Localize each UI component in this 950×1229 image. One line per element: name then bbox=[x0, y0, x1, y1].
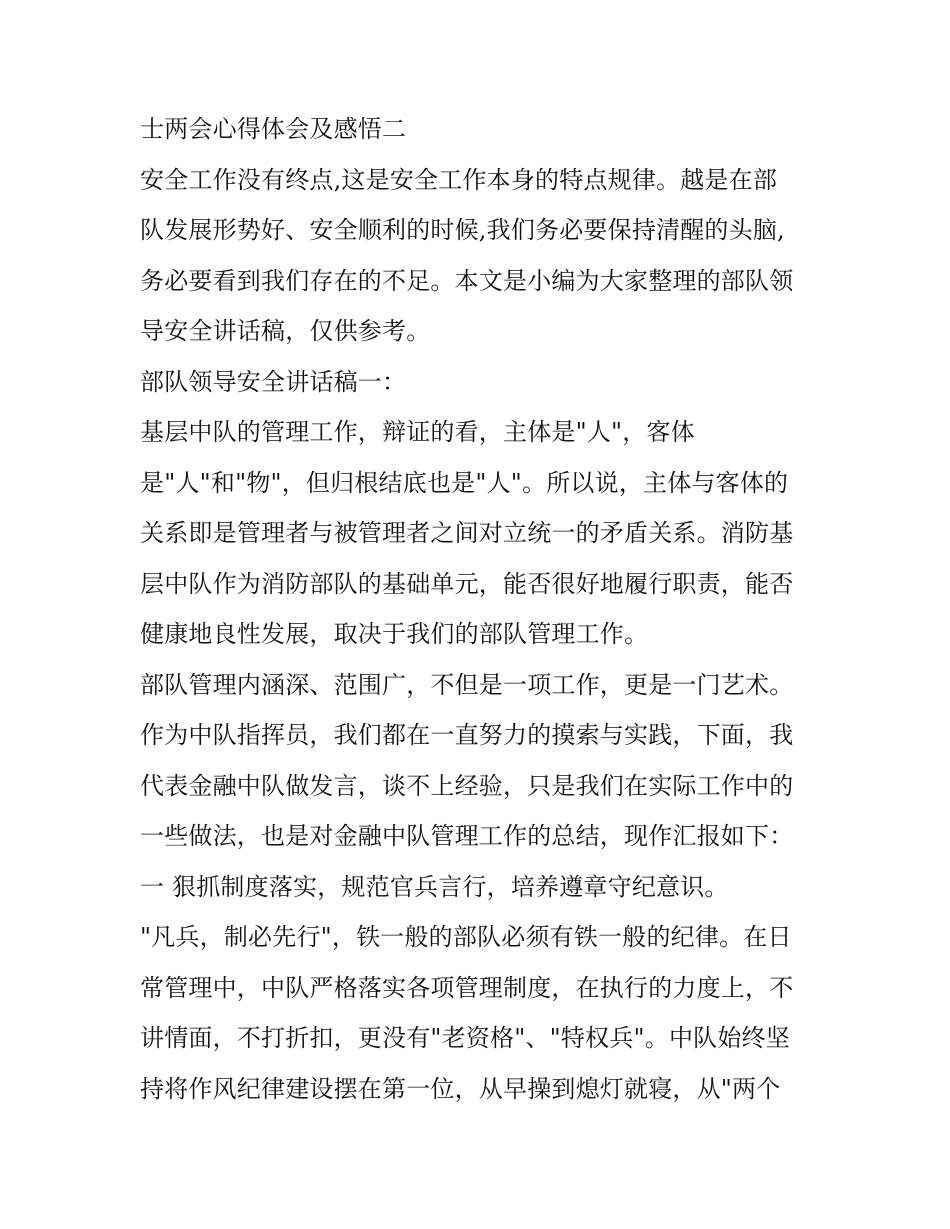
text-line: 务必要看到我们存在的不足。本文是小编为大家整理的部队领 bbox=[140, 266, 794, 295]
subsection-heading: 一 狠抓制度落实，规范官兵言行，培养遵章守纪意识。 bbox=[140, 872, 729, 901]
text-line: "凡兵，制必先行"，铁一般的部队必须有铁一般的纪律。在日 bbox=[140, 923, 792, 951]
text-line: 队发展形势好、安全顺利的时候,我们务必要保持清醒的头脑, bbox=[140, 216, 785, 244]
text-line: 持将作风纪律建设摆在第一位，从早操到熄灯就寝，从"两个 bbox=[140, 1074, 781, 1103]
text-line: 讲情面，不打折扣，更没有"老资格"、"特权兵"。中队始终坚 bbox=[140, 1024, 790, 1052]
text-line: 作为中队指挥员，我们都在一直努力的摸索与实践，下面，我 bbox=[140, 721, 794, 749]
document-title: 士两会心得体会及感悟二 bbox=[140, 115, 407, 143]
text-line: 是"人"和"物"，但归根结底也是"人"。所以说，主体与客体的 bbox=[140, 468, 789, 497]
document-body bbox=[140, 110, 830, 1120]
text-line: 健康地良性发展，取决于我们的部队管理工作。 bbox=[140, 620, 649, 648]
text-line: 代表金融中队做发言，谈不上经验，只是我们在实际工作中的 bbox=[140, 771, 794, 800]
text-line: 层中队作为消防部队的基础单元，能否很好地履行职责，能否 bbox=[140, 569, 794, 598]
text-line: 常管理中，中队严格落实各项管理制度，在执行的力度上，不 bbox=[140, 973, 794, 1002]
text-line: 基层中队的管理工作，辩证的看，主体是"人"，客体 bbox=[140, 418, 695, 446]
text-line: 关系即是管理者与被管理者之间对立统一的矛盾关系。消防基 bbox=[140, 519, 794, 547]
text-line: 安全工作没有终点,这是安全工作本身的特点规律。越是在部 bbox=[140, 165, 778, 194]
text-line: 一些做法，也是对金融中队管理工作的总结，现作汇报如下： bbox=[140, 822, 794, 850]
text-line: 部队管理内涵深、范围广，不但是一项工作，更是一门艺术。 bbox=[140, 670, 794, 699]
section-heading: 部队领导安全讲话稿一： bbox=[140, 367, 407, 396]
text-line: 导安全讲话稿，仅供参考。 bbox=[140, 317, 431, 345]
